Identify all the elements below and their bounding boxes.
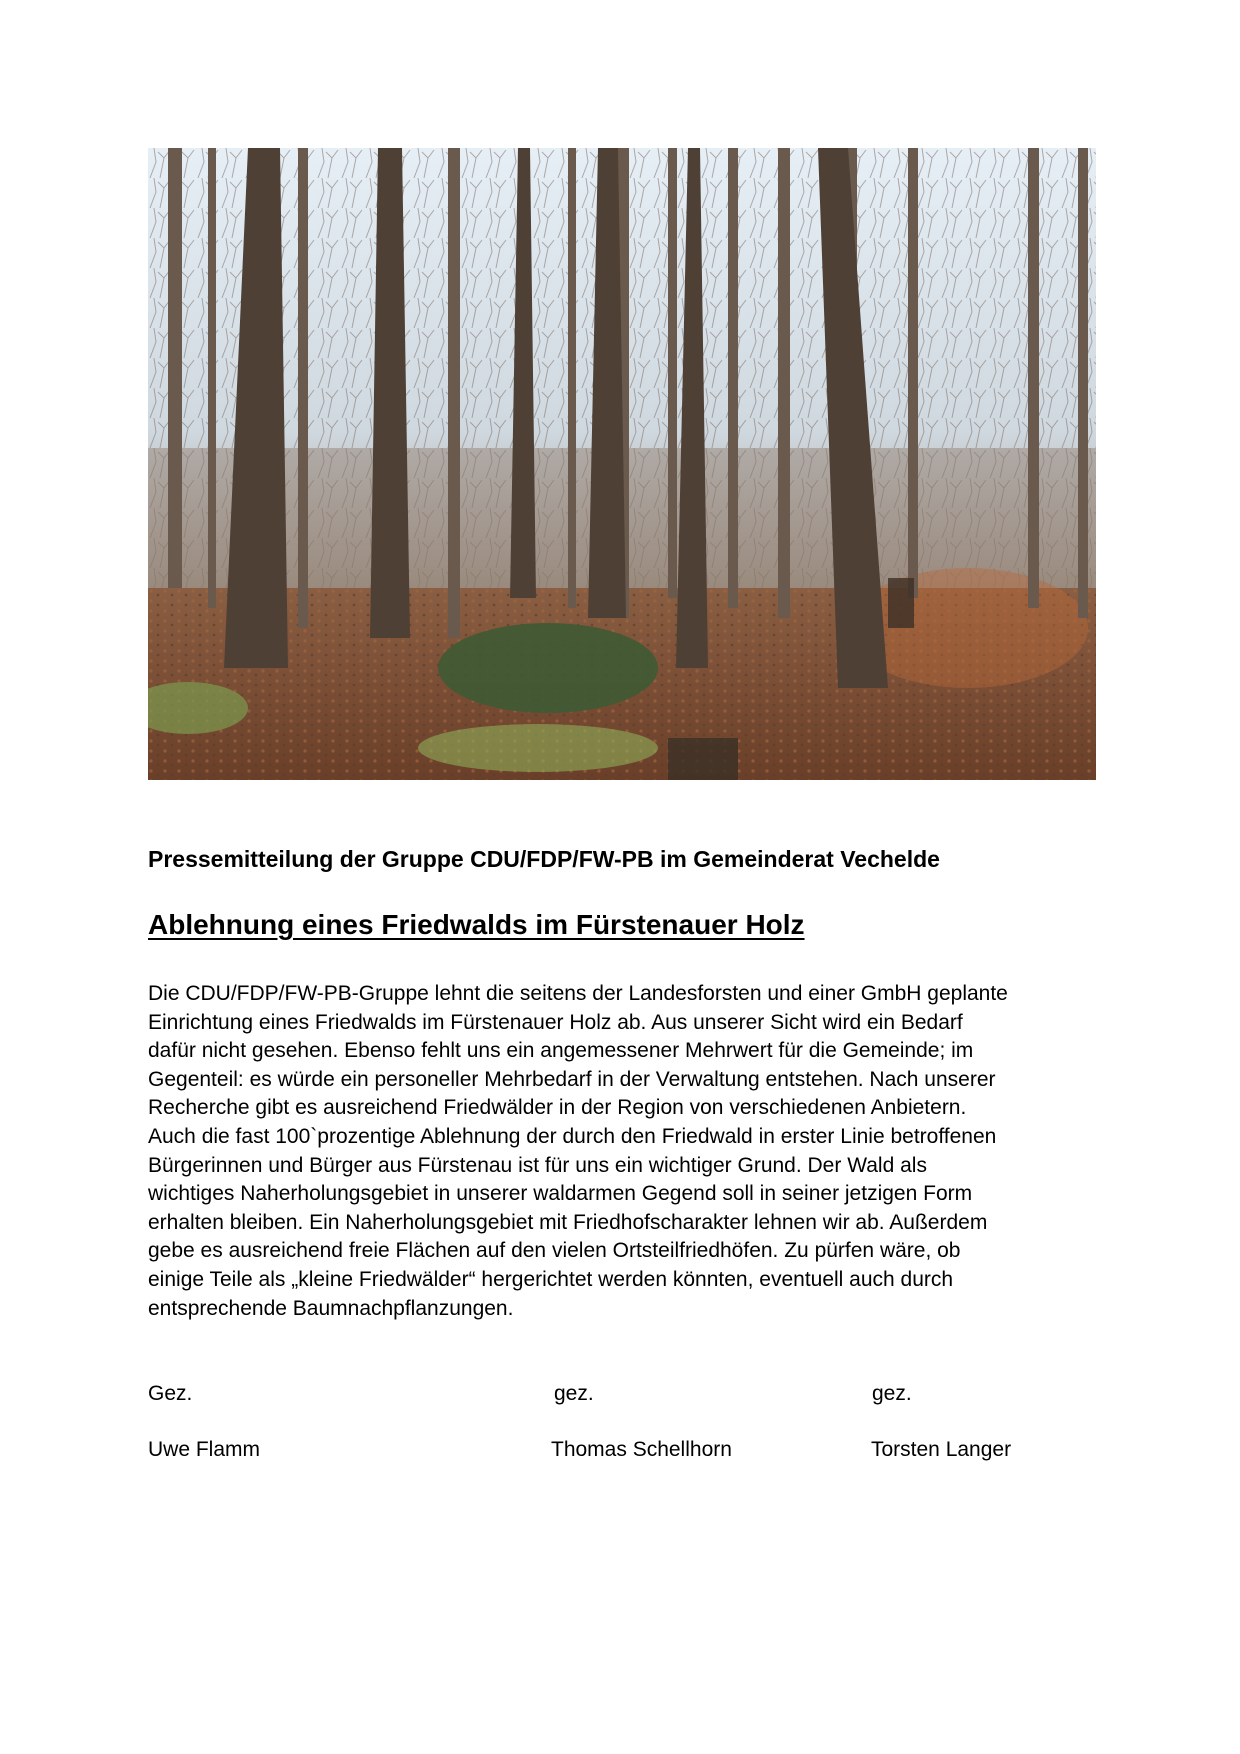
body-line: entsprechende Baumnachpflanzungen. (148, 1296, 514, 1320)
signature-name-2: Thomas Schellhorn (551, 1438, 732, 1461)
body-line: erhalten bleiben. Ein Naherholungsgebiet mit Friedhofscharakter lehnen wir ab. Außerdem (148, 1210, 988, 1234)
body-line: Bürgerinnen und Bürger aus Fürstenau ist für uns ein wichtiger Grund. Der Wald als (148, 1153, 927, 1177)
body-line: Die CDU/FDP/FW-PB-Gruppe lehnt die seitens der Landesforsten und einer GmbH geplante (148, 982, 1008, 1005)
signature-prefix-2: gez. (554, 1382, 594, 1405)
signature-name-1: Uwe Flamm (148, 1438, 261, 1461)
body-line: einige Teile als „kleine Friedwälder“ hergerichtet werden könnten, eventuell auch durch (148, 1267, 954, 1291)
forest-photo (148, 148, 1096, 780)
body-line: wichtiges Naherholungsgebiet in unserer waldarmen Gegend soll in seiner jetzigen Form (148, 1182, 973, 1206)
press-release-body (148, 980, 1108, 1323)
press-release-headline: Ablehnung eines Friedwalds im Fürstenauer Holz (148, 909, 805, 940)
body-line: Gegenteil: es würde ein personeller Mehrbedarf in der Verwaltung entstehen. Nach unserer (148, 1067, 996, 1091)
body-line: Recherche gibt es ausreichend Friedwälder in der Region von verschiedenen Anbietern. (148, 1096, 967, 1120)
signature-prefix-1: Gez. (148, 1382, 193, 1405)
body-line: Einrichtung eines Friedwalds im Fürstenauer Holz ab. Aus unserer Sicht wird ein Bedarf (148, 1010, 963, 1034)
body-line: dafür nicht gesehen. Ebenso fehlt uns ein angemessener Mehrwert für die Gemeinde; im (148, 1039, 974, 1063)
body-line: Auch die fast 100`prozentige Ablehnung der durch den Friedwald in erster Linie betroffenen (148, 1124, 997, 1148)
forest-photo-graphic (148, 148, 1096, 780)
signature-name-3: Torsten Langer (871, 1438, 1012, 1461)
body-line: gebe es ausreichend freie Flächen auf den vielen Ortsteilfriedhöfen. Zu pürfen wäre, ob (148, 1239, 961, 1263)
signature-prefix-3: gez. (872, 1382, 912, 1405)
press-release-kicker: Pressemitteilung der Gruppe CDU/FDP/FW-PB im Gemeinderat Vechelde (148, 846, 940, 872)
